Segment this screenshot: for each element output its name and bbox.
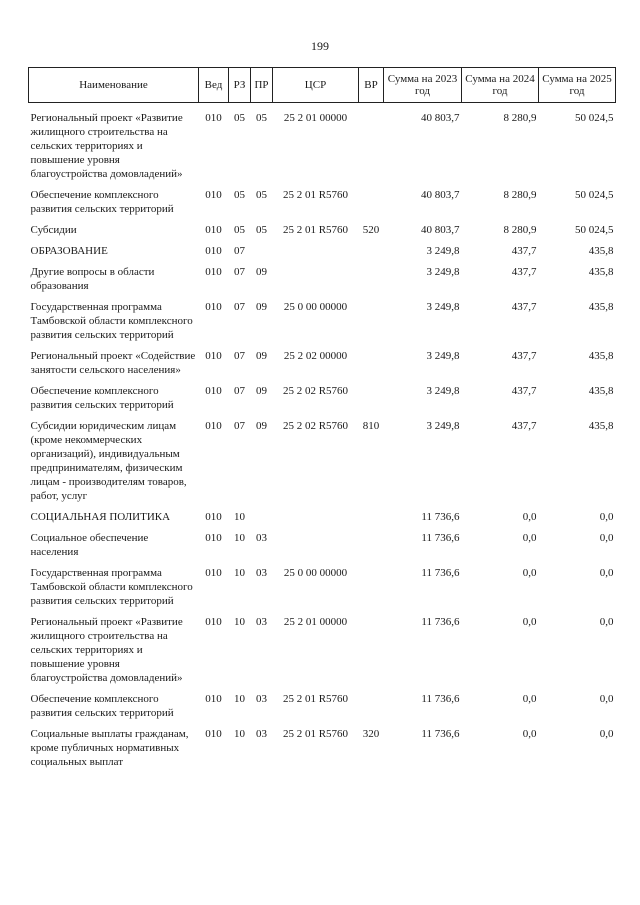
table-row: [29, 688, 616, 723]
row-pr: 03: [256, 616, 267, 628]
row-rz: 10: [234, 567, 245, 579]
row-rz: 05: [234, 112, 245, 124]
row-pr: [251, 240, 273, 261]
row-name: Государственная программа Тамбовской области комплексного развития сельских территорий: [30, 567, 193, 607]
table-body: [29, 103, 616, 773]
row-ved: 010: [205, 532, 222, 544]
table-row: [29, 723, 616, 772]
row-sum-2023: 11 736,6: [421, 693, 460, 705]
row-pr: 05: [256, 224, 267, 236]
table-row: [29, 296, 616, 345]
row-csr: [273, 240, 359, 261]
table-row: [29, 240, 616, 261]
table-row: [29, 506, 616, 527]
row-vr: [359, 688, 384, 723]
row-sum-2023: 11 736,6: [421, 616, 460, 628]
row-sum-2024: 0,0: [522, 616, 537, 628]
row-ved: 010: [205, 224, 222, 236]
row-sum-2025: 435,8: [588, 385, 614, 397]
row-rz: 10: [234, 693, 245, 705]
row-pr: 09: [256, 350, 267, 362]
row-sum-2024: 437,7: [511, 245, 537, 257]
row-csr: 25 2 02 R5760: [282, 420, 349, 432]
row-csr: 25 2 01 R5760: [282, 224, 349, 236]
row-ved: 010: [205, 301, 222, 313]
header-sum-2023: Сумма на 2023 год: [384, 68, 462, 103]
row-pr: 09: [256, 420, 267, 432]
table-row: [29, 380, 616, 415]
row-sum-2025: 0,0: [599, 693, 614, 705]
table-row: [29, 611, 616, 688]
row-name: Обеспечение комплексного развития сельских территорий: [30, 385, 174, 411]
row-ved: 010: [205, 350, 222, 362]
header-rz: РЗ: [229, 68, 251, 103]
row-sum-2024: 437,7: [511, 385, 537, 397]
row-pr: 03: [256, 532, 267, 544]
page-number: 199: [311, 39, 329, 53]
row-ved: 010: [205, 693, 222, 705]
row-vr: [359, 611, 384, 688]
budget-table: [28, 67, 616, 772]
row-sum-2025: 50 024,5: [575, 189, 614, 201]
row-rz: 07: [234, 301, 245, 313]
row-rz: 10: [234, 728, 245, 740]
row-name: ОБРАЗОВАНИЕ: [30, 245, 108, 257]
row-rz: 07: [234, 245, 245, 257]
row-csr: 25 2 01 00000: [283, 616, 348, 628]
row-csr: 25 2 01 R5760: [282, 728, 349, 740]
row-csr: [273, 527, 359, 562]
row-ved: 010: [205, 112, 222, 124]
row-sum-2023: 11 736,6: [421, 728, 460, 740]
row-sum-2024: 0,0: [522, 567, 537, 579]
row-sum-2025: 0,0: [599, 567, 614, 579]
row-sum-2024: 8 280,9: [503, 189, 537, 201]
row-pr: 09: [256, 301, 267, 313]
row-sum-2024: 437,7: [511, 301, 537, 313]
header-pr: ПР: [251, 68, 273, 103]
row-sum-2025: 0,0: [599, 532, 614, 544]
row-ved: 010: [205, 511, 222, 523]
row-name: Субсидии юридическим лицам (кроме некоммерческих организаций), индивидуальным предпринимателям, физическим лицам - производителям товаров, работ, услуг: [30, 420, 187, 502]
row-name: Другие вопросы в области образования: [30, 266, 155, 292]
row-name: Обеспечение комплексного развития сельских территорий: [30, 189, 174, 215]
row-sum-2023: 3 249,8: [426, 385, 460, 397]
row-ved: 010: [205, 567, 222, 579]
row-name: Региональный проект «Развитие жилищного строительства на сельских территориях и повышение уровня благоустройства домовладений»: [30, 112, 183, 180]
table-row: [29, 527, 616, 562]
row-rz: 07: [234, 385, 245, 397]
row-name: Субсидии: [30, 224, 77, 236]
row-pr: 05: [256, 112, 267, 124]
row-name: СОЦИАЛЬНАЯ ПОЛИТИКА: [30, 511, 171, 523]
row-sum-2024: 0,0: [522, 532, 537, 544]
row-ved: 010: [205, 245, 222, 257]
row-rz: 07: [234, 266, 245, 278]
row-sum-2023: 3 249,8: [426, 245, 460, 257]
table-row: [29, 219, 616, 240]
row-vr: [359, 103, 384, 185]
row-vr: [359, 527, 384, 562]
row-sum-2025: 435,8: [588, 350, 614, 362]
row-csr: 25 0 00 00000: [283, 301, 348, 313]
row-rz: 10: [234, 511, 245, 523]
row-sum-2023: 11 736,6: [421, 532, 460, 544]
row-sum-2025: 435,8: [588, 301, 614, 313]
row-sum-2023: 11 736,6: [421, 511, 460, 523]
row-pr: 03: [256, 693, 267, 705]
row-vr: [359, 184, 384, 219]
row-sum-2023: 3 249,8: [426, 266, 460, 278]
row-vr: [359, 261, 384, 296]
row-ved: 010: [205, 266, 222, 278]
row-vr: [359, 345, 384, 380]
row-pr: [251, 506, 273, 527]
header-ved: Вед: [199, 68, 229, 103]
row-name: Обеспечение комплексного развития сельских территорий: [30, 693, 174, 719]
row-sum-2023: 3 249,8: [426, 420, 460, 432]
row-sum-2023: 40 803,7: [421, 112, 460, 124]
table-row: [29, 562, 616, 611]
row-rz: 07: [234, 420, 245, 432]
row-csr: 25 2 01 00000: [283, 112, 348, 124]
row-sum-2024: 0,0: [522, 728, 537, 740]
row-sum-2024: 0,0: [522, 693, 537, 705]
row-vr: 520: [362, 224, 380, 236]
row-name: Региональный проект «Содействие занятости сельского населения»: [30, 350, 196, 376]
row-sum-2025: 435,8: [588, 420, 614, 432]
row-rz: 10: [234, 532, 245, 544]
row-ved: 010: [205, 385, 222, 397]
row-sum-2023: 40 803,7: [421, 189, 460, 201]
row-sum-2025: 0,0: [599, 511, 614, 523]
row-csr: [273, 261, 359, 296]
header-sum-2025: Сумма на 2025 год: [539, 68, 616, 103]
row-sum-2025: 0,0: [599, 616, 614, 628]
header-vr: ВР: [359, 68, 384, 103]
row-ved: 010: [205, 728, 222, 740]
row-sum-2024: 8 280,9: [503, 112, 537, 124]
row-vr: [359, 296, 384, 345]
row-sum-2024: 8 280,9: [503, 224, 537, 236]
header-csr: ЦСР: [273, 68, 359, 103]
header-sum-2024: Сумма на 2024 год: [462, 68, 539, 103]
header-name: Наименование: [29, 68, 199, 103]
row-sum-2024: 437,7: [511, 420, 537, 432]
row-csr: 25 0 00 00000: [283, 567, 348, 579]
row-csr: 25 2 02 R5760: [282, 385, 349, 397]
table-row: [29, 261, 616, 296]
table-row: [29, 184, 616, 219]
row-vr: 320: [362, 728, 380, 740]
row-sum-2025: 435,8: [588, 245, 614, 257]
row-name: Государственная программа Тамбовской области комплексного развития сельских территорий: [30, 301, 193, 341]
row-csr: 25 2 01 R5760: [282, 189, 349, 201]
row-sum-2023: 3 249,8: [426, 301, 460, 313]
row-sum-2024: 437,7: [511, 266, 537, 278]
row-name: Социальное обеспечение населения: [30, 532, 149, 558]
row-csr: 25 2 02 00000: [283, 350, 348, 362]
table-header: [29, 68, 616, 103]
row-sum-2025: 0,0: [599, 728, 614, 740]
row-pr: 03: [256, 567, 267, 579]
row-sum-2023: 3 249,8: [426, 350, 460, 362]
row-sum-2023: 40 803,7: [421, 224, 460, 236]
table-row: [29, 415, 616, 506]
row-sum-2024: 0,0: [522, 511, 537, 523]
row-pr: 05: [256, 189, 267, 201]
row-rz: 05: [234, 189, 245, 201]
row-rz: 07: [234, 350, 245, 362]
row-vr: [359, 380, 384, 415]
table-row: [29, 345, 616, 380]
row-name: Региональный проект «Развитие жилищного строительства на сельских территориях и повышение уровня благоустройства домовладений»: [30, 616, 183, 684]
row-pr: 09: [256, 266, 267, 278]
row-ved: 010: [205, 616, 222, 628]
row-sum-2023: 11 736,6: [421, 567, 460, 579]
row-sum-2024: 437,7: [511, 350, 537, 362]
row-ved: 010: [205, 420, 222, 432]
row-vr: [359, 562, 384, 611]
row-sum-2025: 50 024,5: [575, 112, 614, 124]
row-vr: [359, 240, 384, 261]
row-name: Социальные выплаты гражданам, кроме публичных нормативных социальных выплат: [30, 728, 189, 768]
row-rz: 05: [234, 224, 245, 236]
row-rz: 10: [234, 616, 245, 628]
row-csr: [273, 506, 359, 527]
row-sum-2025: 435,8: [588, 266, 614, 278]
row-csr: 25 2 01 R5760: [282, 693, 349, 705]
row-sum-2025: 50 024,5: [575, 224, 614, 236]
row-pr: 03: [256, 728, 267, 740]
row-ved: 010: [205, 189, 222, 201]
row-vr: 810: [362, 420, 380, 432]
row-pr: 09: [256, 385, 267, 397]
row-vr: [359, 506, 384, 527]
table-row: [29, 103, 616, 185]
